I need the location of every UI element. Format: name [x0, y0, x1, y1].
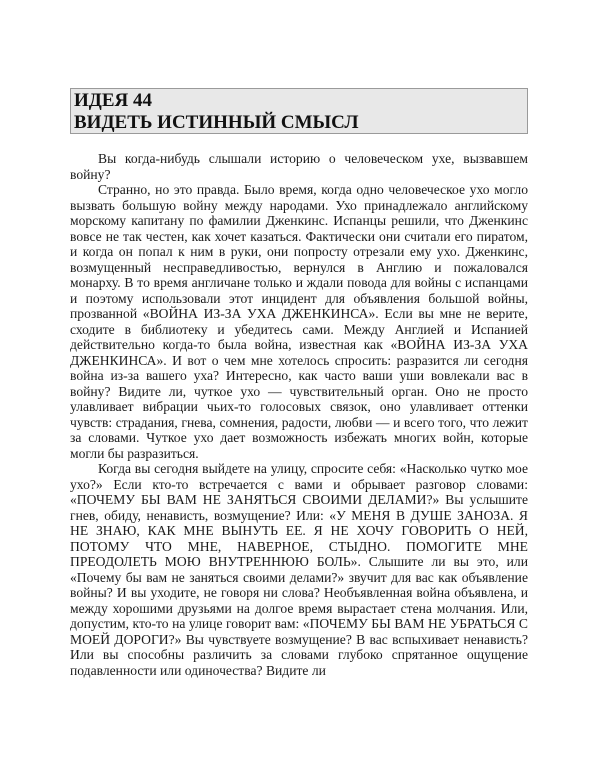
idea-number: ИДЕЯ 44 — [74, 90, 152, 111]
paragraph: Вы когда-нибудь слышали историю о человеческом ухе, вызвавшем войну? — [70, 151, 528, 182]
body-text — [70, 151, 528, 678]
paragraph: Когда вы сегодня выйдете на улицу, спросите себя: «Насколько чутко мое ухо?» Если кто-то встречается с вами и обрывает разговор словами: «ПОЧЕМУ БЫ ВАМ НЕ ЗАНЯТЬСЯ СВОИМИ ДЕЛАМИ?» Вы услышите гнев, обиду, ненависть, возмущение? Или: «У МЕНЯ В ДУШЕ ЗАНОЗА. Я НЕ ЗНАЮ, КАК МНЕ ВЫНУТЬ ЕЕ. Я НЕ ХОЧУ ГОВОРИТЬ О НЕЙ, ПОТОМУ ЧТО МНЕ, НАВЕРНОЕ, СТЫДНО. ПОМОГИТЕ МНЕ ПРЕОДОЛЕТЬ МОЮ ВНУТРЕННЮЮ БОЛЬ». Слышите ли вы это, или «Почему бы вам не заняться своими делами?» звучит для вас как объявление войны? И вы уходите, не говоря ни слова? Необъявленная война объявлена, и между хорошими друзьями на долгое время вырастает стена молчания. Или, допустим, кто-то на улице говорит вам: «ПОЧЕМУ БЫ ВАМ НЕ УБРАТЬСЯ С МОЕЙ ДОРОГИ?» Вы чувствуете возмущение? В вас вспыхивает ненависть? Или вы способны различить за словами глубоко спрятанное ощущение подавленности или одиночества? Видите ли — [70, 461, 528, 678]
chapter-heading — [70, 88, 528, 134]
paragraph: Странно, но это правда. Было время, когда одно человеческое ухо могло вызвать большую войну между народами. Ухо принадлежало английскому морскому капитану по фамилии Дженкинс. Испанцы решили, что Дженкинс вовсе не так честен, как хочет казаться. Фактически они считали его пиратом, и когда он попал к ним в руки, они попросту отрезали ему ухо. Дженкинс, возмущенный несправедливостью, вернулся в Англию и пожаловался монарху. В то время англичане только и ждали повода для войны с испанцами и поэтому использовали этот инцидент для объявления большой войны, прозванной «ВОЙНА ИЗ-ЗА УХА ДЖЕНКИНСА». Если вы мне не верите, сходите в библиотеку и убедитесь сами. Между Англией и Испанией действительно когда-то была война, известная как «ВОЙНА ИЗ-ЗА УХА ДЖЕНКИНСА». И вот о чем мне хотелось спросить: разразится ли сегодня война из-за вашего уха? Интересно, как часто ваши уши вовлекали вас в войну? Видите ли, чуткое ухо — чувствительный орган. Оно не просто улавливает вибрации чьих-то голосовых связок, оно улавливает оттенки чувств: страдания, гнева, сомнения, радости, любви — и всего того, что лежит за словами. Чуткое ухо дает возможность избежать многих войн, которые могли бы разразиться. — [70, 182, 528, 461]
chapter-title: ВИДЕТЬ ИСТИННЫЙ СМЫСЛ — [74, 112, 359, 133]
